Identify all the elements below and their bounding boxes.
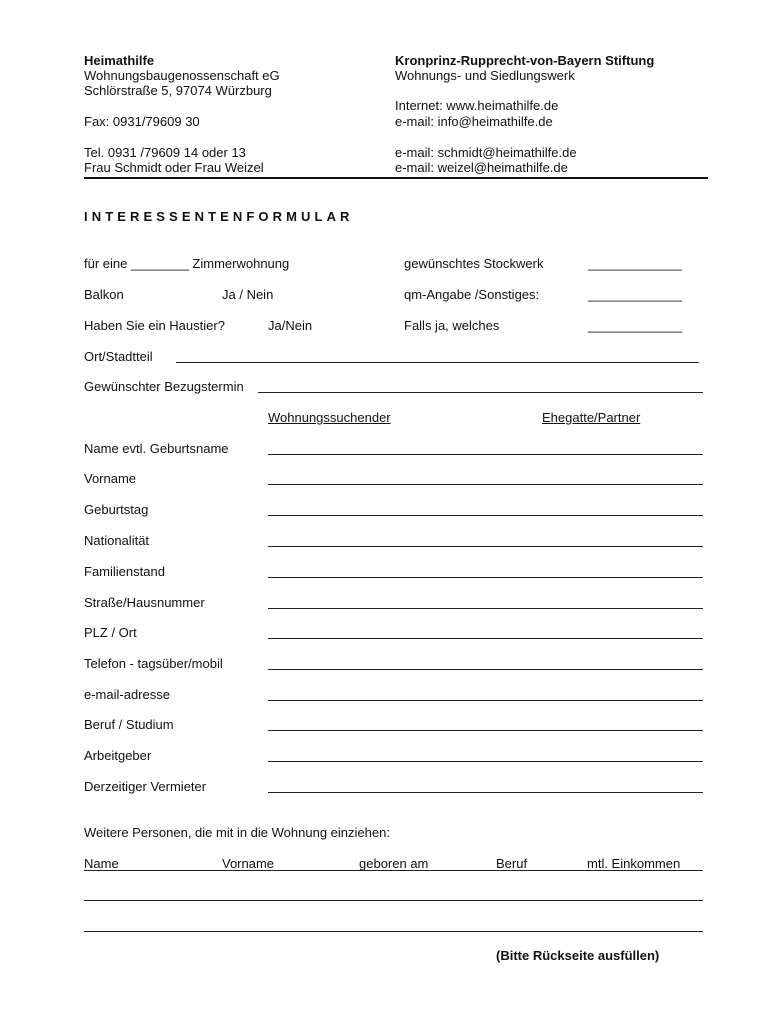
left-phone: Tel. 0931 /79609 14 oder 13 [84, 145, 246, 160]
field-label: Beruf / Studium [84, 717, 174, 732]
pet-label: Haben Sie ein Haustier? [84, 318, 225, 333]
field-input[interactable] [268, 669, 703, 670]
person-row-input[interactable] [84, 900, 703, 901]
left-contact: Frau Schmidt oder Frau Weizel [84, 160, 264, 175]
column-partner: Ehegatte/Partner [542, 410, 641, 425]
left-org-name: Heimathilfe [84, 53, 155, 68]
field-label: Telefon - tagsüber/mobil [84, 656, 223, 671]
pet-which-label: Falls ja, welches [404, 318, 500, 333]
right-org-name: Kronprinz-Rupprecht-von-Bayern Stiftung [395, 53, 655, 68]
persons-header-name: Name [84, 856, 119, 871]
left-fax: Fax: 0931/79609 30 [84, 114, 200, 129]
right-email-schmidt: e-mail: schmidt@heimathilfe.de [395, 145, 577, 160]
field-input[interactable] [268, 638, 703, 639]
pet-which-input[interactable]: _____________ [588, 318, 682, 333]
persons-header-rule [84, 870, 703, 871]
field-input[interactable] [268, 730, 703, 731]
sqm-input[interactable]: _____________ [588, 287, 682, 302]
persons-header-birthdate: geboren am [359, 856, 429, 871]
field-input[interactable] [268, 454, 703, 455]
persons-intro: Weitere Personen, die mit in die Wohnung einziehen: [84, 825, 390, 840]
field-input[interactable] [268, 515, 703, 516]
field-label: Arbeitgeber [84, 748, 152, 763]
field-label: PLZ / Ort [84, 625, 137, 640]
persons-header-profession: Beruf [496, 856, 528, 871]
district-label: Ort/Stadtteil [84, 349, 153, 364]
field-input[interactable] [268, 546, 703, 547]
header-divider [84, 177, 708, 179]
right-org-subtitle: Wohnungs- und Siedlungswerk [395, 68, 575, 83]
rooms-field[interactable]: für eine ________ Zimmerwohnung [84, 256, 290, 271]
right-email-weizel: e-mail: weizel@heimathilfe.de [395, 160, 568, 175]
form-title: INTERESSENTENFORMULAR [84, 209, 354, 224]
left-org-subtitle: Wohnungsbaugenossenschaft eG [84, 68, 280, 83]
balcony-label: Balkon [84, 287, 124, 302]
pet-options[interactable]: Ja/Nein [268, 318, 313, 333]
balcony-options[interactable]: Ja / Nein [222, 287, 274, 302]
persons-header-income: mtl. Einkommen [587, 856, 681, 871]
field-input[interactable] [268, 577, 703, 578]
person-row-input[interactable] [84, 931, 703, 932]
field-label: Name evtl. Geburtsname [84, 441, 229, 456]
sqm-label: qm-Angabe /Sonstiges: [404, 287, 540, 302]
column-applicant: Wohnungssuchender [268, 410, 391, 425]
field-label: Familienstand [84, 564, 165, 579]
backside-note: (Bitte Rückseite ausfüllen) [496, 948, 660, 963]
field-label: Nationalität [84, 533, 150, 548]
field-input[interactable] [268, 761, 703, 762]
left-org-address: Schlörstraße 5, 97074 Würzburg [84, 83, 272, 98]
move-in-label: Gewünschter Bezugstermin [84, 379, 244, 394]
field-label: Derzeitiger Vermieter [84, 779, 207, 794]
field-input[interactable] [268, 700, 703, 701]
field-input[interactable] [268, 484, 703, 485]
persons-header-firstname: Vorname [222, 856, 275, 871]
right-internet: Internet: www.heimathilfe.de [395, 98, 559, 113]
floor-label: gewünschtes Stockwerk [404, 256, 544, 271]
district-input[interactable] [176, 362, 699, 363]
field-label: Vorname [84, 471, 137, 486]
field-label: Geburtstag [84, 502, 149, 517]
field-label: Straße/Hausnummer [84, 595, 205, 610]
floor-input[interactable]: _____________ [588, 256, 682, 271]
field-input[interactable] [268, 608, 703, 609]
right-email-info: e-mail: info@heimathilfe.de [395, 114, 553, 129]
field-label: e-mail-adresse [84, 687, 170, 702]
move-in-input[interactable] [258, 392, 703, 393]
field-input[interactable] [268, 792, 703, 793]
